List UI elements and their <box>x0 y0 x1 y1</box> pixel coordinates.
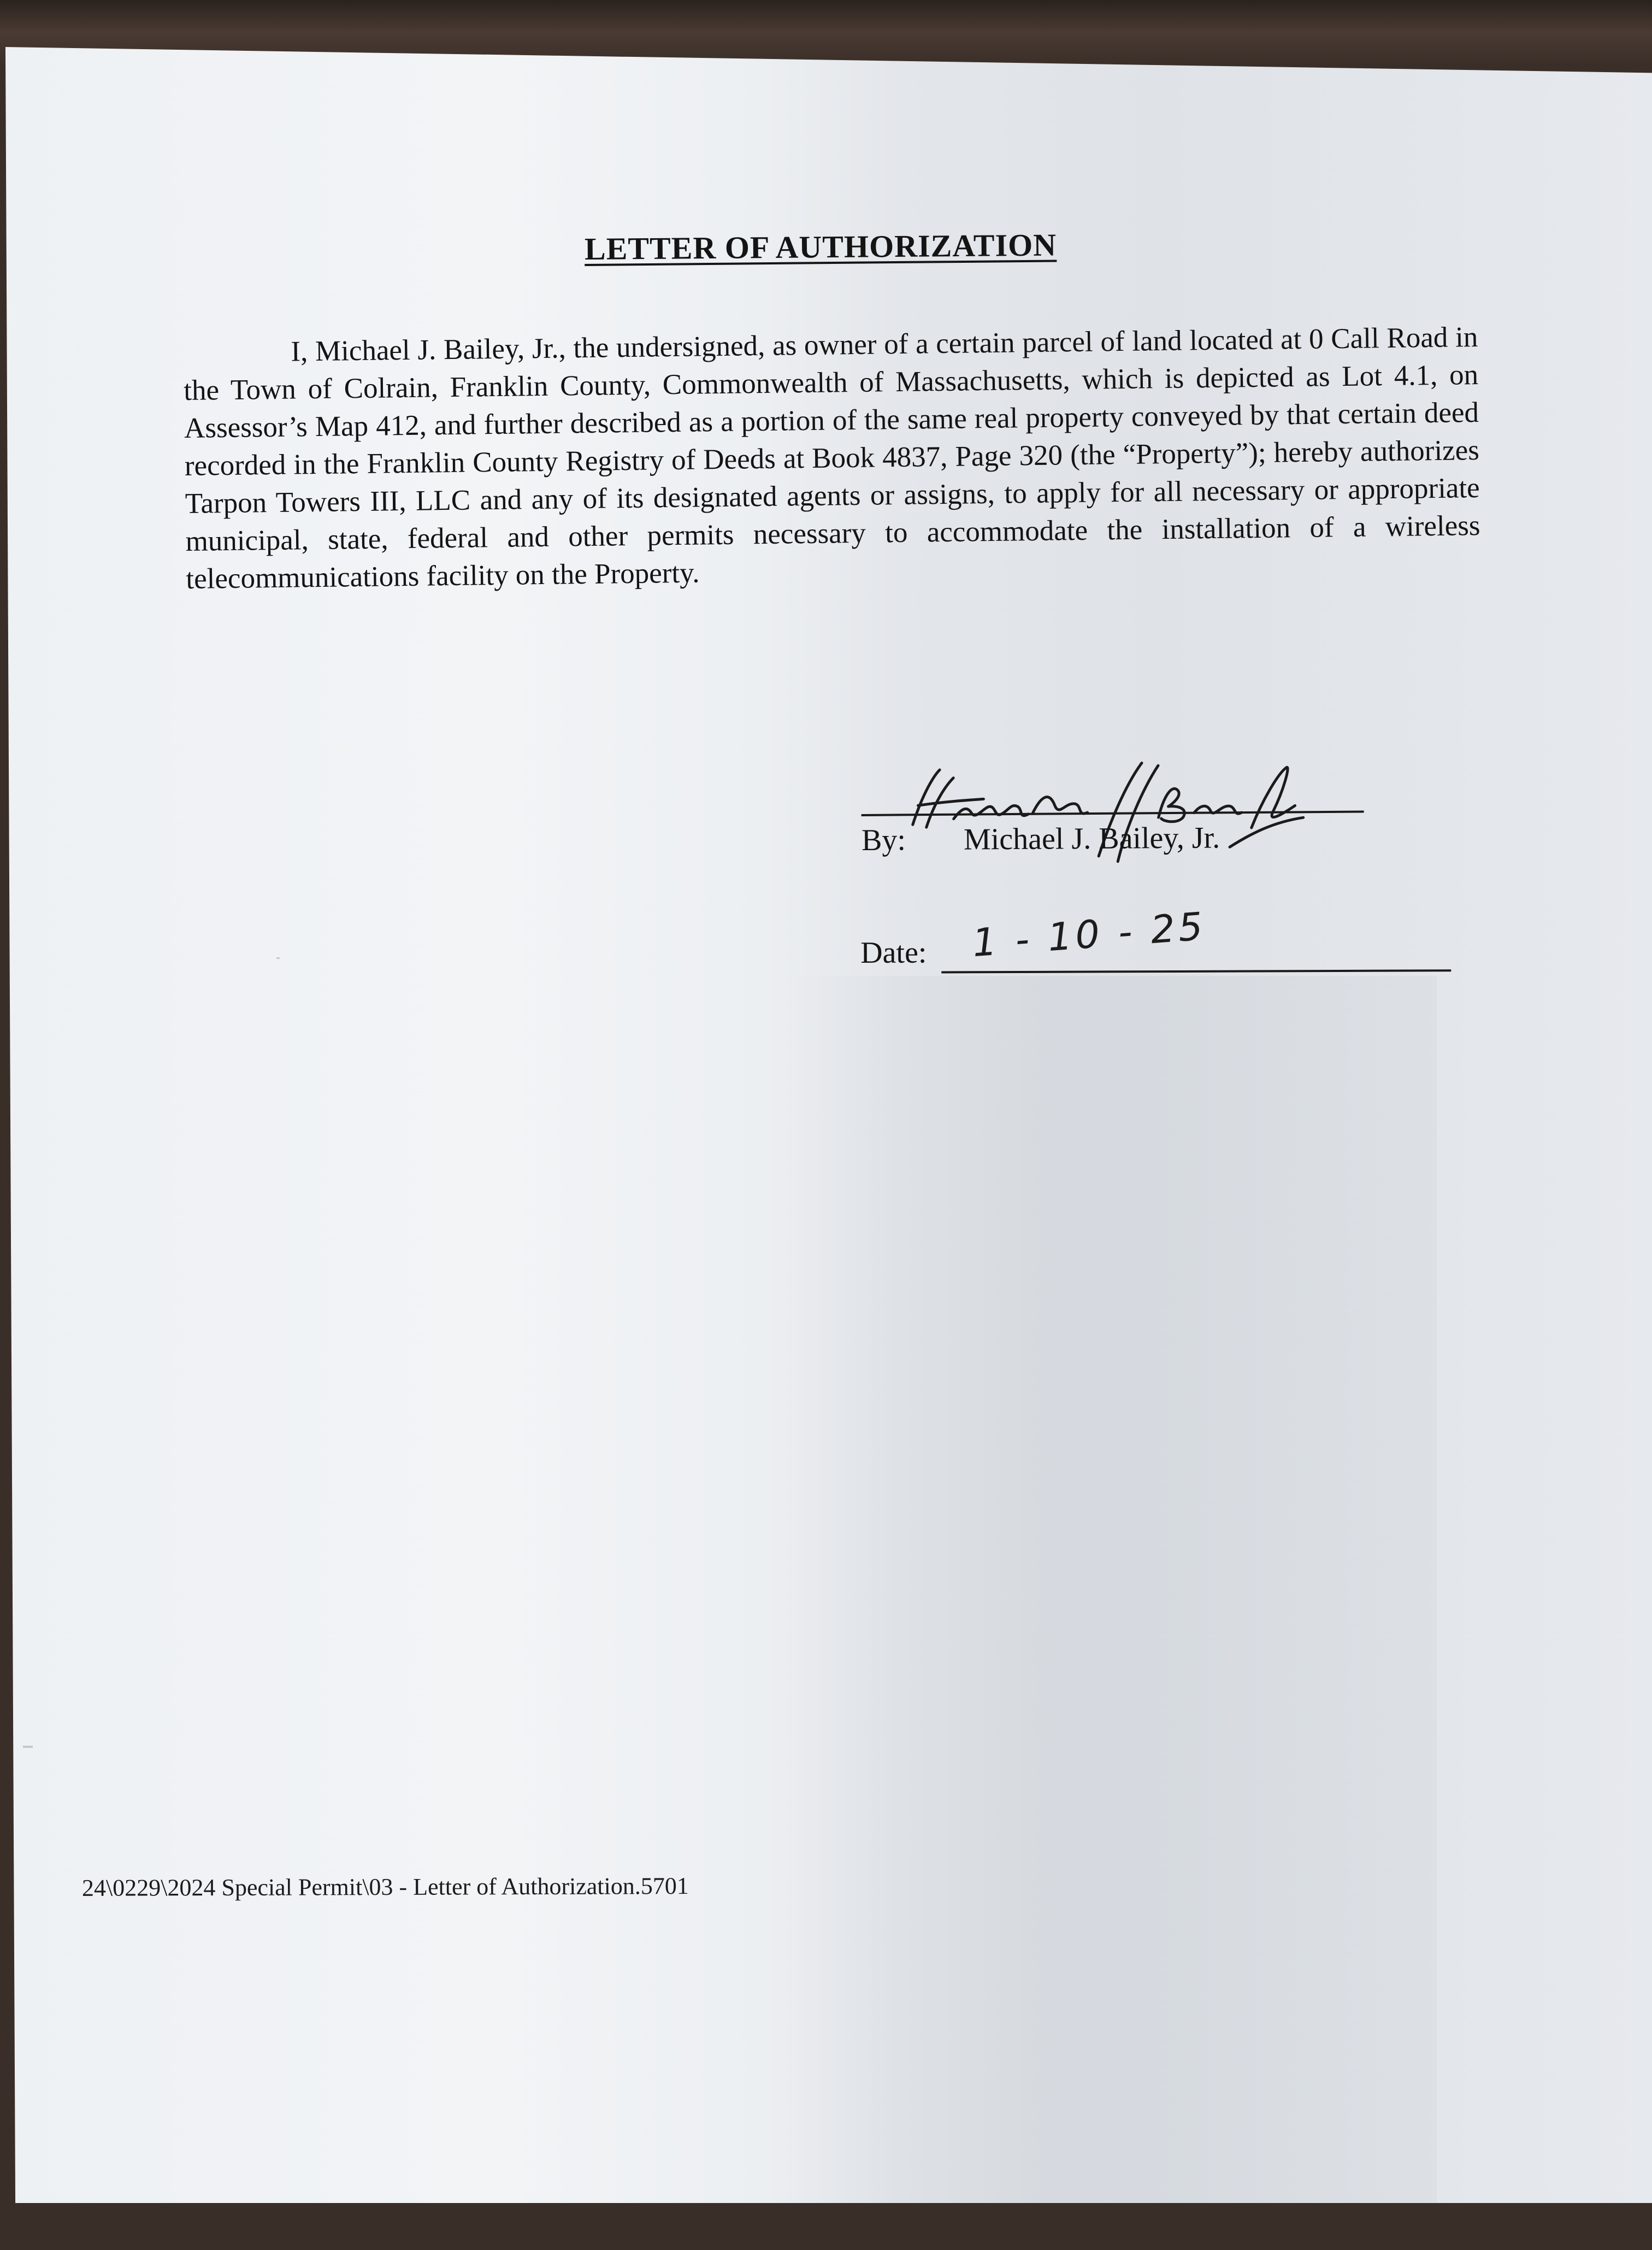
document-title: LETTER OF AUTHORIZATION <box>584 227 1057 267</box>
by-label: By: <box>861 823 906 857</box>
date-line <box>941 969 1451 973</box>
date-block <box>860 904 1461 1005</box>
handwritten-date: 1 - 10 - 25 <box>971 904 1208 966</box>
authorization-paragraph: I, Michael J. Bailey, Jr., the undersigned, as owner of a certain parcel of land located at 0 Call Road in the Town of Colrain, Franklin County, Commonwealth of Massachusetts, which is depicted as Lot 4.1, on Assessor’s Map 412, and further described as a portion of the same real property conveyed by that certain deed recorded in the Franklin County Registry of Deeds at Book 4837, Page 320 (the “Property”); hereby authorizes Tarpon Towers III, LLC and any of its designated agents or assigns, to apply for all necessary or appropriate municipal, state, federal and other permits necessary to accommodate the installation of a wireless telecommunications facility on the Property. <box>183 321 1480 595</box>
paper-mark <box>23 1746 33 1748</box>
date-label: Date: <box>860 935 927 970</box>
paper-mark <box>276 957 280 959</box>
shadow-band <box>781 976 1437 2250</box>
signer-name: Michael J. Bailey, Jr. <box>963 821 1220 857</box>
document-footer-path: 24\0229\2024 Special Permit\03 - Letter of Authorization.5701 <box>81 1872 689 1901</box>
